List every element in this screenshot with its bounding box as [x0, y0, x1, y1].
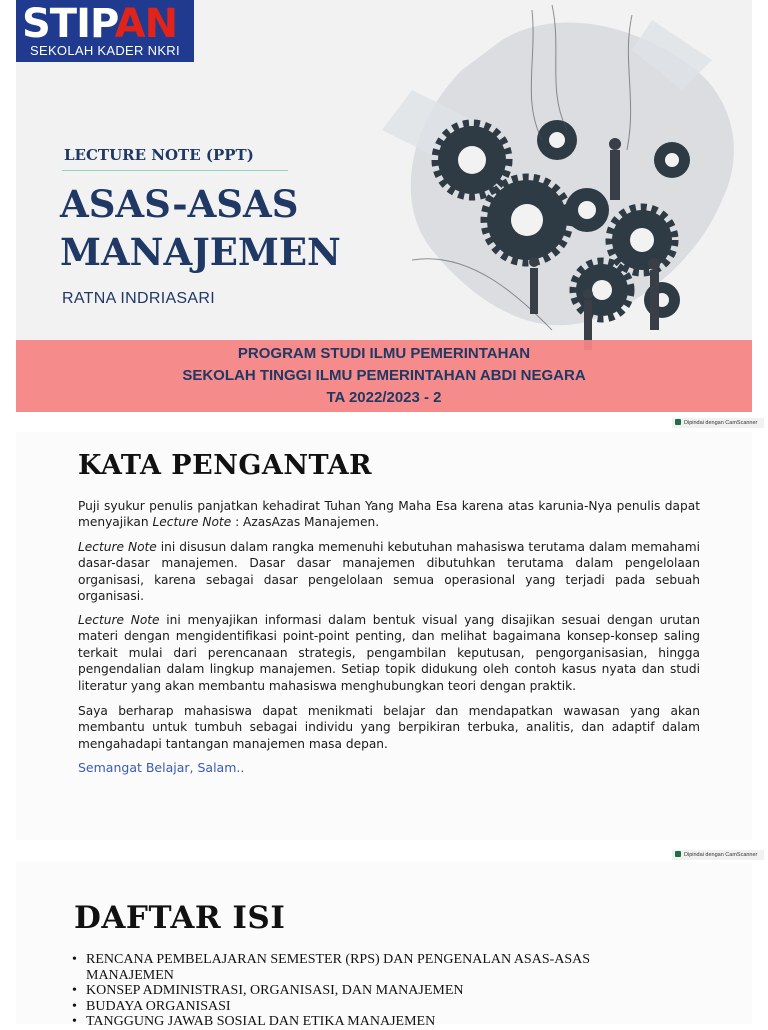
p1-rest: : AzasAzas Manajemen.: [231, 515, 380, 530]
kata-pengantar-heading: KATA PENGANTAR: [78, 450, 373, 481]
list-item: • TANGGUNG JAWAB SOSIAL DAN ETIKA MANAJEMEN: [72, 1014, 672, 1030]
p1-italic: Lecture Note: [152, 515, 232, 530]
band-line-institution: SEKOLAH TINGGI ILMU PEMERINTAHAN ABDI NEGARA: [182, 367, 586, 384]
p1-text: Puji syukur penulis panjatkan kehadirat Tuhan Yang Maha Esa karena atas karunia-Nya penulis dapat menyajikan: [78, 499, 700, 530]
lecture-note-label: LECTURE NOTE (PPT): [64, 146, 254, 164]
list-item: • BUDAYA ORGANISASI: [72, 999, 672, 1015]
camscanner-icon: [675, 419, 681, 425]
camscanner-icon: [675, 851, 681, 857]
paragraph-4: Saya berharap mahasiswa dapat menikmati belajar dan mendapatkan wawasan yang akan membantu untuk tumbuh sebagai individu yang berpikiran terbuka, analitis, dan adaptif dalam mengahadapi tantangan manajemen masa depan.: [78, 704, 700, 751]
band-line-program: PROGRAM STUDI ILMU PEMERINTAHAN: [237, 345, 531, 362]
cover-title-line1: ASAS-ASAS: [60, 182, 299, 226]
daftar-isi-heading: DAFTAR ISI: [74, 900, 286, 936]
logo-wordmark: [22, 2, 177, 46]
logo-brand-plain: STIP: [22, 1, 115, 47]
author-name: RATNA INDRIASARI: [62, 290, 215, 307]
paragraph-1: [78, 498, 700, 531]
p2-italic: Lecture Note: [78, 540, 157, 554]
camscanner-label: Dipindai dengan CamScanner: [684, 852, 758, 858]
table-of-contents: [72, 952, 672, 1030]
list-item: • RENCANA PEMBELAJARAN SEMESTER (RPS) DAN PENGENALAN ASAS-ASAS MANAJEMEN: [72, 952, 672, 983]
logo-brand-accent: AN: [114, 1, 178, 47]
stipan-logo: [16, 0, 194, 62]
band-line-year: TA 2022/2023 - 2: [326, 389, 442, 406]
p3-italic: Lecture Note: [78, 613, 160, 627]
paragraph-2: [78, 539, 700, 605]
cover-slide: [16, 0, 752, 412]
gears-business-people-illustration: [352, 0, 752, 360]
divider: [62, 170, 288, 171]
camscanner-watermark: [672, 850, 764, 860]
paragraph-3: [78, 612, 700, 694]
camscanner-watermark: [672, 418, 764, 428]
logo-tagline: SEKOLAH KADER NKRI: [30, 43, 180, 58]
list-item: • KONSEP ADMINISTRASI, ORGANISASI, DAN MANAJEMEN: [72, 983, 672, 999]
p3-rest: ini menyajikan informasi dalam bentuk visual yang disajikan sesuai dengan urutan materi dengan mengidentifikasi point-point penting, dan melihat bagaimana konsep-konsep saling terkait mulai dari perencanaan strategis, pengambilan keputusan, pengorganisasian, hingga pengendalian dalam lingkup manajemen. Setiap topik didukung oleh contoh kasus nyata dan studi literatur yang akan membantu mahasiswa menghubungkan teori dengan praktik.: [78, 613, 701, 693]
camscanner-label: Dipindai dengan CamScanner: [684, 420, 758, 426]
p2-rest: ini disusun dalam rangka memenuhi kebutuhan mahasiswa terutama dalam memahami dasar-dasar manajemen. Dasar dasar manajemen dibutuhkan terutama dalam pengelolaan organisasi, karena sebagai dasar pengelolaan semua operasional yang terjadi pada sebuah organisasi.: [78, 540, 700, 604]
cover-title-line2: MANAJEMEN: [60, 230, 341, 274]
cover-title: [60, 180, 341, 276]
closing-greeting: Semangat Belajar, Salam..: [78, 760, 245, 775]
